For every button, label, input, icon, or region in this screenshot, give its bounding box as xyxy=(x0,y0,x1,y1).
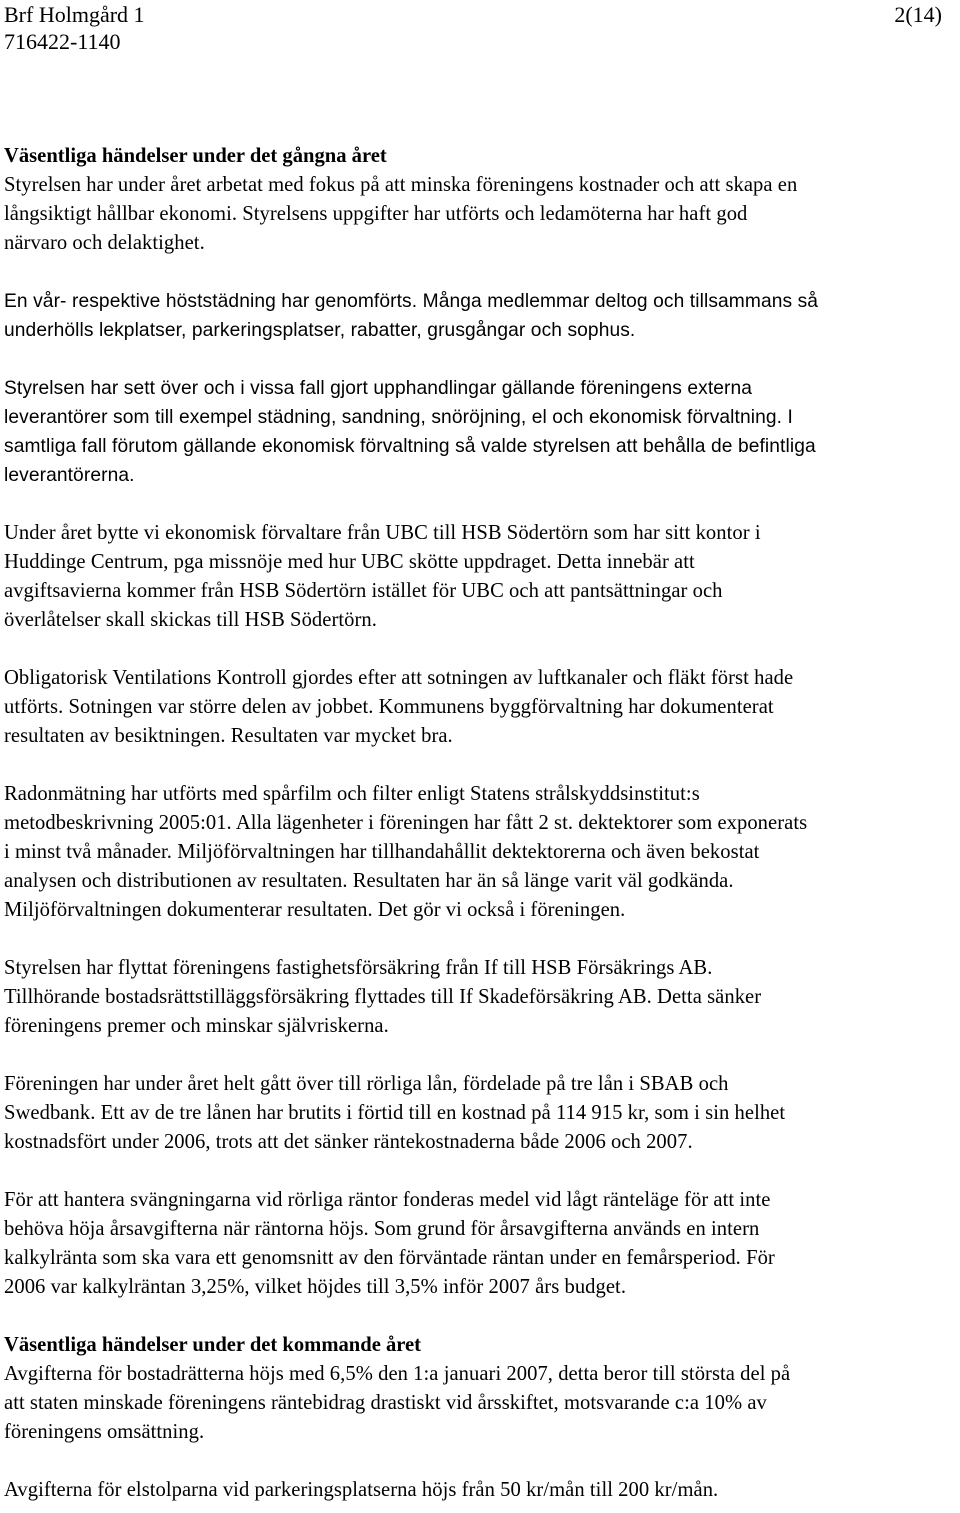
text-line: 2006 var kalkylräntan 3,25%, vilket höjdes till 3,5% inför 2007 års budget. xyxy=(4,1276,627,1298)
paragraph-intro xyxy=(4,171,956,258)
text-line: Obligatorisk Ventilations Kontroll gjordes efter att sotningen av luftkanaler och fläkt först hade xyxy=(4,667,794,689)
text-line: Miljöförvaltningen dokumenterar resultaten. Det gör vi också i föreningen. xyxy=(4,899,626,921)
paragraph-cleaning xyxy=(4,287,956,345)
page-indicator: 2(14) xyxy=(894,2,942,27)
organization-name: Brf Holmgård 1 xyxy=(4,2,145,27)
text-line: att staten minskade föreningens räntebidrag drastiskt vid årsskiftet, motsvarande c:a 10% av xyxy=(4,1392,767,1414)
text-line: leverantörer som till exempel städning, sandning, snöröjning, el och ekonomisk förvaltning. I xyxy=(4,407,793,428)
text-line: Avgifterna för elstolparna vid parkeringsplatserna höjs från 50 kr/mån till 200 kr/mån. xyxy=(4,1479,719,1501)
text-line: Styrelsen har sett över och i vissa fall gjort upphandlingar gällande föreningens externa xyxy=(4,378,753,399)
text-line: föreningens premer och minskar självriskerna. xyxy=(4,1015,389,1037)
paragraph-procurement xyxy=(4,374,956,490)
paragraph-radon xyxy=(4,780,956,925)
text-line: överlåtelser skall skickas till HSB Södertörn. xyxy=(4,609,377,631)
paragraph-ventilation xyxy=(4,664,956,751)
document-page xyxy=(4,0,956,1505)
section-heading-past-year: Väsentliga händelser under det gångna året xyxy=(4,145,387,167)
text-line: Swedbank. Ett av de tre lånen har brutits i förtid till en kostnad på 114 915 kr, som i sin helhet xyxy=(4,1102,786,1124)
paragraph-loans xyxy=(4,1070,956,1157)
text-line: Styrelsen har flyttat föreningens fastighetsförsäkring från If till HSB Försäkrings AB. xyxy=(4,957,713,979)
text-line: Huddinge Centrum, pga missnöje med hur UBC skötte uppdraget. Detta innebär att xyxy=(4,551,695,573)
text-line: föreningens omsättning. xyxy=(4,1421,205,1443)
text-line: i minst två månader. Miljöförvaltningen har tillhandahållit dektektorerna och även bekostat xyxy=(4,841,760,863)
text-line: Avgifterna för bostadrätterna höjs med 6,5% den 1:a januari 2007, detta beror till största del på xyxy=(4,1363,791,1385)
paragraph-insurance xyxy=(4,954,956,1041)
paragraph-charging-posts xyxy=(4,1476,956,1505)
paragraph-fees xyxy=(4,1360,956,1447)
text-line: För att hantera svängningarna vid rörliga räntor fonderas medel vid lågt ränteläge för att inte xyxy=(4,1189,771,1211)
text-line: kostnadsfört under 2006, trots att det sänker räntekostnaderna både 2006 och 2007. xyxy=(4,1131,693,1153)
text-line: långsiktigt hållbar ekonomi. Styrelsens uppgifter har utförts och ledamöterna har haft god xyxy=(4,203,748,225)
text-line: resultaten av besiktningen. Resultaten var mycket bra. xyxy=(4,725,453,747)
text-line: avgiftsavierna kommer från HSB Södertörn istället för UBC och att pantsättningar och xyxy=(4,580,723,602)
text-line: Föreningen har under året helt gått över till rörliga lån, fördelade på tre lån i SBAB och xyxy=(4,1073,729,1095)
text-line: kalkylränta som ska vara ett genomsnitt av den förväntade räntan under en femårsperiod. För xyxy=(4,1247,775,1269)
section-heading-coming-year: Väsentliga händelser under det kommande året xyxy=(4,1334,422,1356)
text-line: metodbeskrivning 2005:01. Alla lägenheter i föreningen har fått 2 st. dektektorer som exponerats xyxy=(4,812,808,834)
text-line: utförts. Sotningen var större delen av jobbet. Kommunens byggförvaltning har dokumenterat xyxy=(4,696,774,718)
text-line: leverantörerna. xyxy=(4,465,135,486)
text-line: Tillhörande bostadsrättstilläggsförsäkring flyttades till If Skadeförsäkring AB. Detta sänker xyxy=(4,986,762,1008)
text-line: Styrelsen har under året arbetat med fokus på att minska föreningens kostnader och att skapa en xyxy=(4,174,798,196)
text-line: närvaro och delaktighet. xyxy=(4,232,205,254)
text-line: analysen och distributionen av resultaten. Resultaten har än så länge varit väl godkända. xyxy=(4,870,734,892)
text-line: En vår- respektive höststädning har genomförts. Många medlemmar deltog och tillsammans så xyxy=(4,291,819,312)
text-line: samtliga fall förutom gällande ekonomisk förvaltning så valde styrelsen att behålla de befintliga xyxy=(4,436,816,457)
organization-number: 716422-1140 xyxy=(4,29,121,54)
paragraph-financial-manager xyxy=(4,519,956,635)
paragraph-interest xyxy=(4,1186,956,1302)
text-line: Radonmätning har utförts med spårfilm och filter enligt Statens strålskyddsinstitut:s xyxy=(4,783,700,805)
text-line: behöva höja årsavgifterna när räntorna höjs. Som grund för årsavgifterna används en intern xyxy=(4,1218,760,1240)
text-line: Under året bytte vi ekonomisk förvaltare från UBC till HSB Södertörn som har sitt kontor i xyxy=(4,522,761,544)
text-line: underhölls lekplatser, parkeringsplatser, rabatter, grusgångar och sophus. xyxy=(4,320,636,341)
page-header xyxy=(4,0,956,60)
